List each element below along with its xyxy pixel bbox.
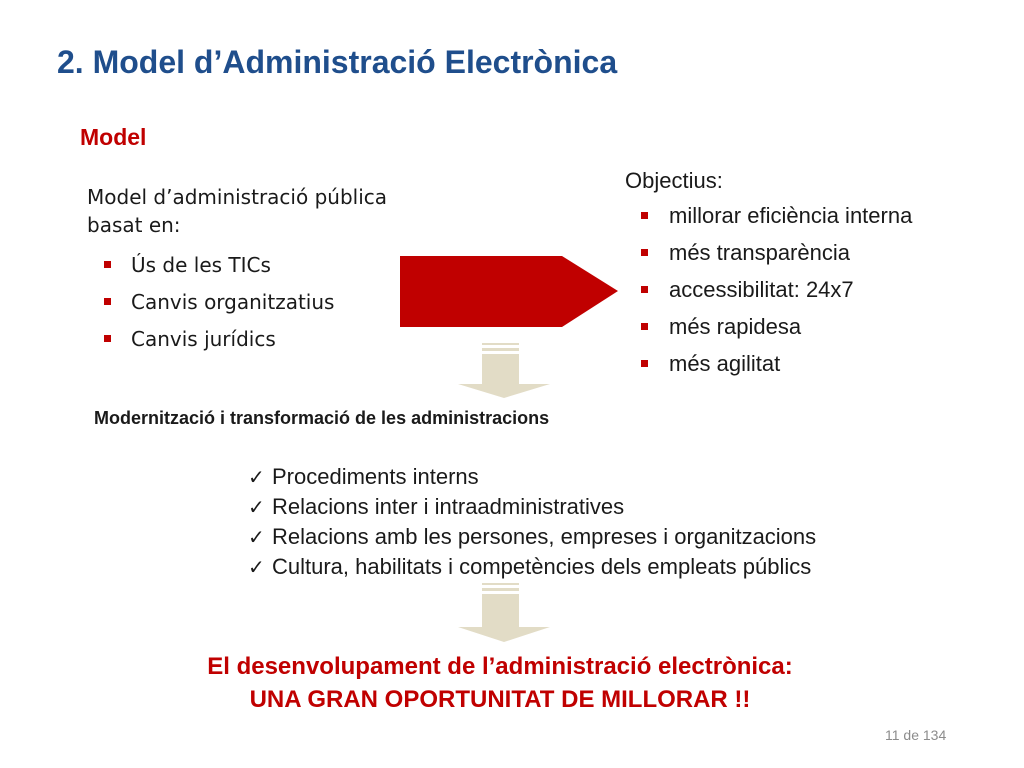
- square-bullet-icon: [104, 298, 111, 305]
- red-right-arrow-icon: [400, 256, 618, 327]
- checklist: [248, 462, 816, 582]
- list-item: Ús de les TICs: [104, 250, 334, 287]
- objectives-list: [641, 200, 912, 385]
- checkmark-icon: ✓: [248, 525, 265, 549]
- list-item: accessibilitat: 24x7: [641, 274, 912, 311]
- list-item: més agilitat: [641, 348, 912, 385]
- list-item: ✓ Cultura, habilitats i competències dels empleats públics: [248, 552, 816, 582]
- square-bullet-icon: [641, 323, 648, 330]
- list-item: ✓ Procediments interns: [248, 462, 816, 492]
- square-bullet-icon: [104, 335, 111, 342]
- beige-down-arrow-icon: [458, 583, 550, 642]
- checkmark-icon: ✓: [248, 495, 265, 519]
- list-item: ✓ Relacions inter i intraadministratives: [248, 492, 816, 522]
- list-item: Canvis organitzatius: [104, 287, 334, 324]
- list-item: més rapidesa: [641, 311, 912, 348]
- intro-text: Model d’administració pública basat en:: [87, 185, 387, 237]
- objectives-heading: Objectius:: [625, 168, 723, 193]
- list-item: més transparència: [641, 237, 912, 274]
- conclusion-line-1: El desenvolupament de l’administració electrònica:: [207, 653, 793, 680]
- square-bullet-icon: [641, 360, 648, 367]
- checkmark-icon: ✓: [248, 465, 265, 489]
- list-item: ✓ Relacions amb les persones, empreses i organitzacions: [248, 522, 816, 552]
- conclusion: [0, 650, 1000, 716]
- conclusion-line-2: UNA GRAN OPORTUNITAT DE MILLORAR !!: [249, 686, 751, 713]
- list-item: millorar eficiència interna: [641, 200, 912, 237]
- basis-list: [104, 250, 334, 361]
- modernization-heading: Modernització i transformació de les administracions: [94, 408, 550, 428]
- checkmark-icon: ✓: [248, 555, 265, 579]
- beige-down-arrow-icon: [458, 343, 550, 398]
- square-bullet-icon: [104, 261, 111, 268]
- list-item: Canvis jurídics: [104, 324, 334, 361]
- square-bullet-icon: [641, 286, 648, 293]
- square-bullet-icon: [641, 249, 648, 256]
- square-bullet-icon: [641, 212, 648, 219]
- section-subtitle: Model: [80, 124, 147, 150]
- slide-title: 2. Model d’Administració Electrònica: [57, 44, 618, 80]
- page-number: 11 de 134: [885, 727, 947, 743]
